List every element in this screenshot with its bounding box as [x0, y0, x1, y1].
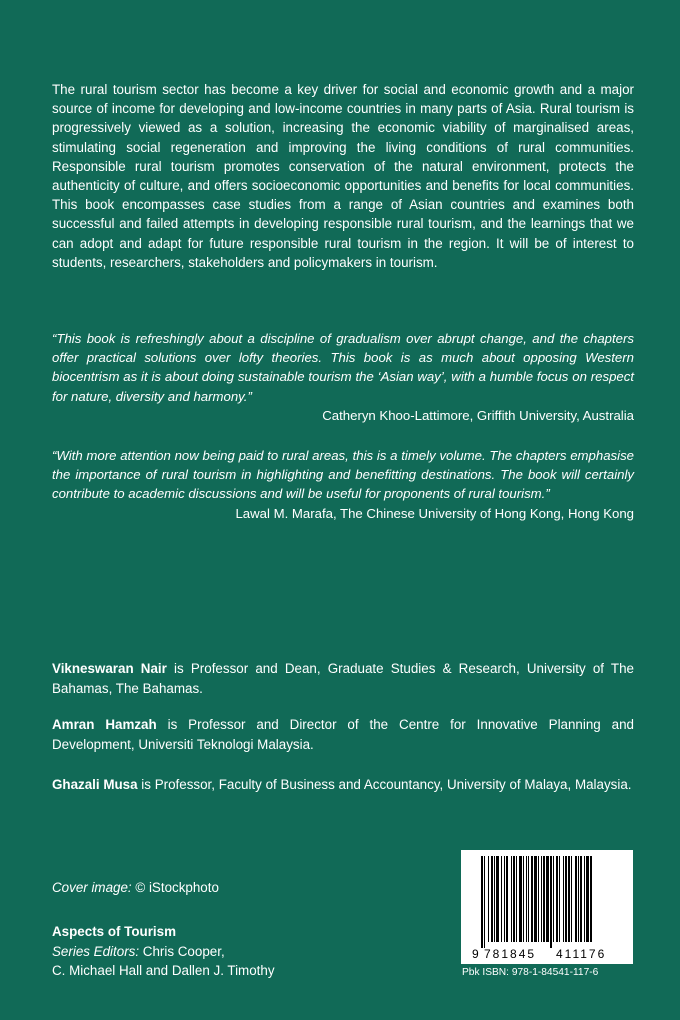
barcode-bar — [550, 856, 552, 948]
barcode-bar — [580, 856, 582, 942]
barcode-bar — [519, 856, 522, 942]
barcode-bar — [590, 856, 592, 942]
barcode-bar — [584, 856, 585, 942]
barcode-bar — [541, 856, 542, 942]
barcode-bar — [494, 856, 495, 942]
barcode-bar — [546, 856, 549, 942]
barcode-bar — [543, 856, 545, 942]
barcode-bar — [565, 856, 567, 942]
author-name: Amran Hamzah — [52, 717, 157, 732]
quote-text: “With more attention now being paid to rural areas, this is a timely volume. The chapters emphasise the importance of rural tourism in highlighting and benefitting destinations. The book will certainly contribute to academic discussions and will be useful for proponents of rural tourism.” — [52, 448, 634, 502]
cover-image-credit — [52, 880, 219, 895]
barcode-bar — [523, 856, 524, 942]
barcode-bar — [506, 856, 508, 942]
barcode-bar — [513, 856, 515, 942]
barcode-bars — [481, 856, 592, 948]
endorsement-quote-1 — [52, 329, 634, 425]
barcode-digit-first: 9 — [472, 947, 479, 961]
series-editors-line-2: C. Michael Hall and Dallen J. Timothy — [52, 963, 275, 978]
series-editors-names-1: Chris Cooper, — [139, 943, 225, 959]
barcode-bar — [586, 856, 589, 942]
barcode-bar — [578, 856, 579, 942]
barcode-bar — [496, 856, 499, 942]
series-info — [52, 922, 275, 981]
series-title: Aspects of Tourism — [52, 924, 177, 939]
author-bio-3 — [52, 775, 634, 795]
series-editors-label: Series Editors: — [52, 943, 140, 959]
author-bio-text: is Professor and Director of the Centre for Innovative Planning and Development, Universiti Teknologi Malaysia. — [52, 717, 635, 752]
quote-attribution: Lawal M. Marafa, The Chinese University of Hong Kong, Hong Kong — [235, 505, 634, 521]
isbn-label: Pbk ISBN: 978-1-84541-117-6 — [462, 967, 599, 978]
barcode-digits-right: 411176 — [556, 947, 607, 961]
barcode-bar — [531, 856, 533, 942]
author-bio-text: is Professor, Faculty of Business and Accountancy, University of Malaya, Malaysia. — [137, 777, 632, 792]
barcode-bar — [528, 856, 529, 942]
barcode-bar — [534, 856, 537, 942]
barcode-bar — [559, 856, 560, 942]
back-cover-blurb: The rural tourism sector has become a key driver for social and economic growth and a major source of income for developing and low-income countries in many parts of Asia. Rural tourism is progressively viewed as a solution, increasing the economic viability of marginalised areas, stimulating social regeneration and improving the living conditions of rural communities. Responsible rural tourism promotes conservation of the natural environment, protects the authenticity of culture, and offers socioeconomic opportunities and benefits for local communities. This book encompasses case studies from a range of Asian countries and examines both successful and failed attempts in developing responsible rural tourism, and the learnings that we can adopt and adapt for future responsible rural tourism in the region. It will be of interest to students, researchers, stakeholders and policymakers in tourism. — [52, 82, 634, 270]
barcode-bar — [501, 856, 502, 942]
barcode-digits-left: 781845 — [484, 947, 537, 961]
barcode-bar — [538, 856, 539, 942]
barcode-bar — [563, 856, 564, 942]
author-name: Vikneswaran Nair — [52, 661, 167, 676]
endorsement-quote-2 — [52, 446, 634, 523]
quote-attribution: Catheryn Khoo-Lattimore, Griffith University, Australia — [322, 407, 634, 423]
barcode-bar — [571, 856, 572, 942]
barcode-bar — [484, 856, 485, 948]
cover-credit-value: © iStockphoto — [131, 880, 219, 895]
author-bio-text: is Professor and Dean, Graduate Studies & Research, University of The Bahamas, The Bahamas. — [52, 661, 634, 696]
author-name: Ghazali Musa — [52, 777, 138, 792]
barcode-bar — [556, 856, 558, 942]
barcode-bar — [491, 856, 493, 942]
cover-credit-label: Cover image: — [52, 880, 132, 895]
barcode-bar — [504, 856, 505, 942]
barcode-graphic — [461, 850, 633, 964]
barcode-bar — [511, 856, 512, 942]
series-editors-line-1 — [52, 944, 225, 959]
barcode-bar — [575, 856, 577, 942]
barcode — [461, 850, 633, 964]
author-bio-1 — [52, 659, 634, 699]
barcode-bar — [526, 856, 527, 942]
barcode-bar — [516, 856, 517, 942]
barcode-bar — [481, 856, 483, 948]
author-bio-2 — [52, 715, 634, 755]
barcode-bar — [568, 856, 570, 942]
quote-text: “This book is refreshingly about a discipline of gradualism over abrupt change, and the chapters offer practical solutions over lofty theories. This book is as much about opposing Western biocentrism as it is about doing sustainable tourism the ‘Asian way’, with a humble focus on respect for nature, diversity and harmony.” — [52, 331, 634, 404]
barcode-bar — [553, 856, 554, 942]
barcode-bar — [488, 856, 489, 942]
